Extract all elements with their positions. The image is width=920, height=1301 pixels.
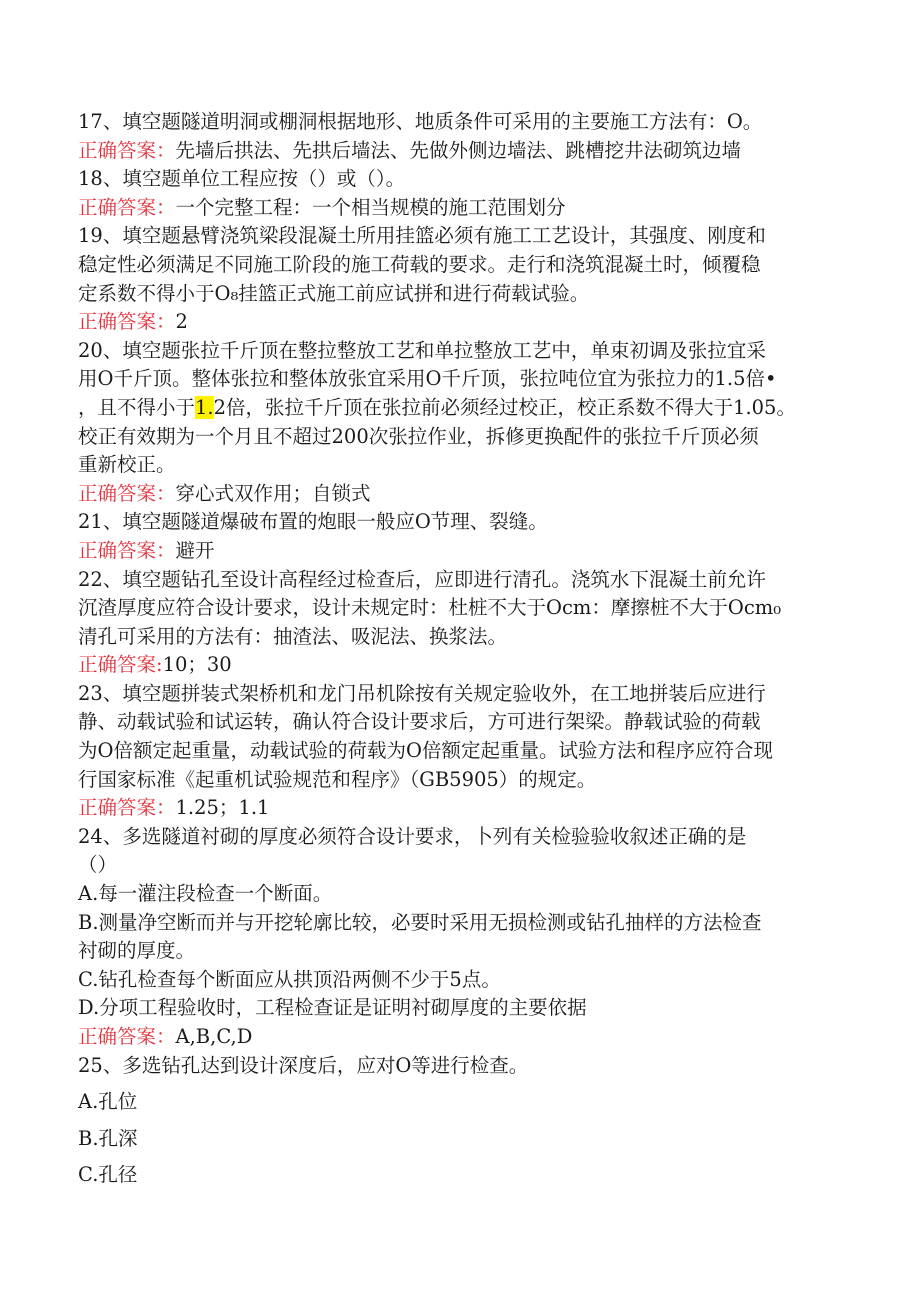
answer-label: 正确答案： <box>78 310 176 334</box>
answer-label: 正确答案： <box>78 195 176 219</box>
question-line: 衬砌的厚度。 <box>78 939 196 963</box>
answer-value: A,B,C,D <box>175 1025 253 1048</box>
option-line: C.孔径 <box>78 1163 138 1187</box>
question-line: 24、多选隧道衬砌的厚度必须符合设计要求，卜列有关检验验收叙述正确的是 <box>78 824 747 848</box>
answer-value: 一个完整工程：一个相当规模的施工范围划分 <box>175 195 566 219</box>
question-line: 18、填空题单位工程应按（）或（）。 <box>78 167 406 191</box>
question-line: 17、填空题隧道明洞或棚洞根据地形、地质条件可采用的主要施工方法有：O。 <box>78 110 763 133</box>
question-line: 为O倍额定起重量，动载试验的荷载为O倍额定起重量。试验方法和程序应符合现 <box>78 739 773 763</box>
answer-line <box>78 1023 858 1052</box>
answer-label: 正确答案： <box>78 481 176 505</box>
answer-value: 2 <box>175 310 188 334</box>
question-line: 21、填空题隧道爆破布置的炮眼一般应O节理、裂缝。 <box>78 510 548 534</box>
question-line: 稳定性必须满足不同施工阶段的施工荷载的要求。走行和浇筑混凝土时，倾覆稳 <box>78 252 761 276</box>
answer-label: 正确答案： <box>78 538 176 562</box>
question-line: 校正有效期为一个月且不超过200次张拉作业，拆修更换配件的张拉千斤顶必须 <box>78 424 759 448</box>
option-line: A.孔位 <box>78 1090 138 1114</box>
question-line: 22、填空题钻孔至设计高程经过检查后，应即进行清孔。浇筑水下混凝土前允许 <box>78 567 766 591</box>
answer-label: 正确答案: <box>78 653 163 677</box>
question-text: ，且不得小于 <box>78 395 196 419</box>
question-line: 清孔可采用的方法有：抽渣法、吸泥法、换浆法。 <box>78 624 508 648</box>
question-line <box>78 394 858 423</box>
question-line: （） <box>78 853 118 877</box>
question-line: B.测量净空断而并与开挖轮廓比较，必要时采用无损检测或钻孔抽样的方法检查 <box>78 910 762 934</box>
answer-line <box>78 480 858 509</box>
answer-label: 正确答案： <box>78 138 176 162</box>
question-line: A.每一灌注段检查一个断面。 <box>78 882 333 906</box>
question-line: 定系数不得小于O₈挂篮正式施工前应试拼和进行荷载试验。 <box>78 281 590 305</box>
question-line: 静、动载试验和试运转，确认符合设计要求后，方可进行架梁。静载试验的荷载 <box>78 710 761 734</box>
question-line: 沉渣厚度应符合设计要求，设计未规定时：杜桩不大于Ocm：摩擦桩不大于Ocm₀ <box>78 596 782 620</box>
question-line: 20、填空题张拉千斤顶在整拉整放工艺和单拉整放工艺中，单束初调及张拉宜采 <box>78 338 766 362</box>
answer-value: 1.25；1.1 <box>175 796 270 820</box>
answer-value: 先墙后拱法、先拱后墙法、先做外侧边墙法、跳槽挖井法砌筑边墙 <box>175 138 742 162</box>
answer-line <box>78 308 858 337</box>
question-text: 2倍，张拉千斤顶在张拉前必须经过校正，校正系数不得大于1.05。 <box>213 395 796 419</box>
answer-label: 正确答案： <box>78 1025 176 1048</box>
document-body <box>78 108 858 1198</box>
answer-line <box>78 537 858 566</box>
answer-value: 10；30 <box>162 653 232 677</box>
answer-value: 穿心式双作用；自锁式 <box>175 481 371 505</box>
question-line: 25、多选钻孔达到设计深度后，应对O等进行检查。 <box>78 1053 529 1077</box>
question-line: 用O千斤顶。整体张拉和整体放张宜采用O千斤顶，张拉吨位宜为张拉力的1.5倍• <box>78 367 777 391</box>
question-line: 19、填空题悬臂浇筑梁段混凝土所用挂篮必须有施工工艺设计，其强度、刚度和 <box>78 224 766 248</box>
answer-line <box>78 137 858 166</box>
question-line: D.分项工程验收时，工程检查证是证明衬砌厚度的主要依据 <box>78 996 587 1020</box>
highlighted-text: 1. <box>195 395 214 419</box>
question-line: C.钻孔检查每个断面应从拱顶沿两侧不少于5点。 <box>78 967 501 991</box>
answer-value: 避开 <box>175 538 215 562</box>
question-line: 行国家标准《起重机试验规范和程序》（GB5905）的规定。 <box>78 767 597 791</box>
answer-label: 正确答案： <box>78 796 176 820</box>
question-line: 重新校正。 <box>78 453 176 477</box>
question-line: 23、填空题拼装式架桥机和龙门吊机除按有关规定验收外，在工地拼装后应进行 <box>78 681 766 705</box>
answer-line <box>78 794 858 823</box>
answer-line <box>78 194 858 223</box>
answer-line <box>78 651 858 680</box>
option-line: B.孔深 <box>78 1126 138 1150</box>
